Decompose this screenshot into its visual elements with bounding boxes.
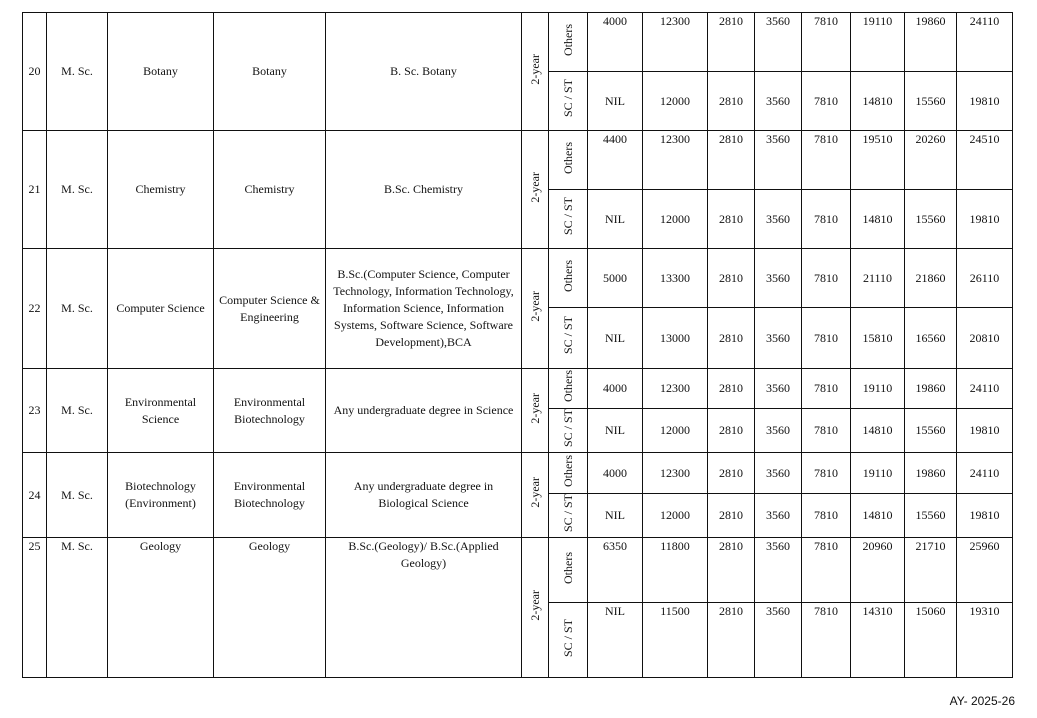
- fee-value: 2810: [708, 453, 755, 494]
- fee-value: 19810: [957, 494, 1013, 538]
- duration-label: 2-year: [527, 290, 542, 322]
- fee-value: 7810: [802, 409, 851, 453]
- fee-value: 3560: [755, 603, 802, 678]
- duration-label: 2-year: [527, 53, 542, 85]
- category-label: SC / ST: [560, 618, 575, 657]
- category-label: SC / ST: [560, 79, 575, 118]
- programme-cell: Geology: [108, 538, 214, 678]
- table-row: [23, 131, 1013, 190]
- fee-value: 15810: [851, 308, 905, 369]
- fee-value: 21110: [851, 249, 905, 308]
- fee-value: 12000: [643, 72, 708, 131]
- eligibility-cell: Any undergraduate degree in Biological Science: [326, 453, 522, 538]
- category-cell: [549, 190, 588, 249]
- fee-value: NIL: [588, 494, 643, 538]
- fee-value: 19510: [851, 131, 905, 190]
- degree-cell: M. Sc.: [47, 538, 108, 678]
- fee-value: 7810: [802, 249, 851, 308]
- fee-value: 2810: [708, 308, 755, 369]
- fee-value: 19810: [957, 190, 1013, 249]
- fee-value: 13300: [643, 249, 708, 308]
- category-cell: [549, 13, 588, 72]
- programme-cell: Biotechnology (Environment): [108, 453, 214, 538]
- fee-table: [22, 12, 1013, 678]
- serial-number: 21: [23, 131, 47, 249]
- fee-value: 12300: [643, 13, 708, 72]
- duration-cell: [522, 13, 549, 131]
- fee-value: 7810: [802, 72, 851, 131]
- fee-value: 3560: [755, 409, 802, 453]
- fee-value: 4000: [588, 13, 643, 72]
- fee-value: 12000: [643, 190, 708, 249]
- degree-cell: M. Sc.: [47, 249, 108, 369]
- degree-cell: M. Sc.: [47, 131, 108, 249]
- fee-value: 3560: [755, 494, 802, 538]
- degree-cell: M. Sc.: [47, 453, 108, 538]
- fee-value: 3560: [755, 453, 802, 494]
- serial-number: 24: [23, 453, 47, 538]
- fee-value: 14810: [851, 72, 905, 131]
- fee-value: 26110: [957, 249, 1013, 308]
- fee-value: 3560: [755, 249, 802, 308]
- category-cell: [549, 131, 588, 190]
- fee-value: 11800: [643, 538, 708, 603]
- department-cell: Botany: [214, 13, 326, 131]
- programme-cell: Botany: [108, 13, 214, 131]
- category-label: SC / ST: [560, 197, 575, 236]
- fee-value: 2810: [708, 538, 755, 603]
- fee-value: 2810: [708, 190, 755, 249]
- table-row: [23, 13, 1013, 72]
- fee-value: 20810: [957, 308, 1013, 369]
- fee-value: 7810: [802, 131, 851, 190]
- fee-value: 3560: [755, 538, 802, 603]
- category-cell: [549, 308, 588, 369]
- fee-value: 14810: [851, 190, 905, 249]
- department-cell: Chemistry: [214, 131, 326, 249]
- duration-label: 2-year: [527, 171, 542, 203]
- fee-value: 7810: [802, 538, 851, 603]
- fee-value: NIL: [588, 190, 643, 249]
- fee-value: 15560: [905, 494, 957, 538]
- fee-value: 7810: [802, 13, 851, 72]
- fee-value: 12000: [643, 409, 708, 453]
- eligibility-cell: Any undergraduate degree in Science: [326, 369, 522, 453]
- category-label: Others: [560, 259, 575, 292]
- duration-cell: [522, 538, 549, 678]
- department-cell: Environmental Biotechnology: [214, 369, 326, 453]
- fee-value: 14810: [851, 494, 905, 538]
- eligibility-cell: B.Sc. Chemistry: [326, 131, 522, 249]
- fee-value: 2810: [708, 409, 755, 453]
- category-label: SC / ST: [560, 316, 575, 355]
- fee-value: 24510: [957, 131, 1013, 190]
- fee-value: 12000: [643, 494, 708, 538]
- fee-value: 2810: [708, 131, 755, 190]
- category-label: Others: [560, 141, 575, 174]
- fee-value: 2810: [708, 13, 755, 72]
- category-label: Others: [560, 454, 575, 487]
- duration-cell: [522, 131, 549, 249]
- fee-value: 2810: [708, 369, 755, 409]
- fee-value: 15560: [905, 72, 957, 131]
- duration-label: 2-year: [527, 589, 542, 621]
- fee-value: 25960: [957, 538, 1013, 603]
- category-cell: [549, 249, 588, 308]
- table-row: [23, 249, 1013, 308]
- fee-value: 19860: [905, 453, 957, 494]
- fee-value: 24110: [957, 13, 1013, 72]
- fee-value: 12300: [643, 453, 708, 494]
- fee-value: 2810: [708, 603, 755, 678]
- fee-value: 7810: [802, 369, 851, 409]
- fee-value: 11500: [643, 603, 708, 678]
- fee-value: 19860: [905, 369, 957, 409]
- fee-value: 14310: [851, 603, 905, 678]
- fee-value: 20960: [851, 538, 905, 603]
- fee-value: 12300: [643, 369, 708, 409]
- fee-value: 3560: [755, 72, 802, 131]
- fee-value: 2810: [708, 494, 755, 538]
- fee-value: 2810: [708, 72, 755, 131]
- fee-value: 4400: [588, 131, 643, 190]
- fee-value: 19810: [957, 409, 1013, 453]
- category-label: Others: [560, 551, 575, 584]
- eligibility-cell: B.Sc.(Geology)/ B.Sc.(Applied Geology): [326, 538, 522, 678]
- fee-value: 24110: [957, 453, 1013, 494]
- eligibility-cell: B.Sc.(Computer Science, Computer Technology, Information Technology, Information Science, Information Systems, Software Science, Software Development),BCA: [326, 249, 522, 369]
- fee-value: 12300: [643, 131, 708, 190]
- department-cell: Environmental Biotechnology: [214, 453, 326, 538]
- degree-cell: M. Sc.: [47, 13, 108, 131]
- fee-value: 7810: [802, 494, 851, 538]
- duration-label: 2-year: [527, 477, 542, 508]
- fee-value: NIL: [588, 308, 643, 369]
- fee-value: 3560: [755, 308, 802, 369]
- serial-number: 22: [23, 249, 47, 369]
- serial-number: 20: [23, 13, 47, 131]
- fee-value: NIL: [588, 603, 643, 678]
- fee-value: 7810: [802, 453, 851, 494]
- fee-value: 13000: [643, 308, 708, 369]
- fee-value: 21860: [905, 249, 957, 308]
- academic-year-footer: AY- 2025-26: [949, 694, 1015, 708]
- category-label: SC / ST: [560, 409, 575, 448]
- category-label: SC / ST: [560, 494, 575, 533]
- fee-value: 7810: [802, 308, 851, 369]
- fee-value: 5000: [588, 249, 643, 308]
- category-cell: [549, 72, 588, 131]
- fee-value: 6350: [588, 538, 643, 603]
- fee-value: 14810: [851, 409, 905, 453]
- fee-value: 15560: [905, 190, 957, 249]
- eligibility-cell: B. Sc. Botany: [326, 13, 522, 131]
- fee-value: 19110: [851, 13, 905, 72]
- serial-number: 23: [23, 369, 47, 453]
- fee-value: 19860: [905, 13, 957, 72]
- fee-value: 20260: [905, 131, 957, 190]
- fee-value: 19110: [851, 453, 905, 494]
- programme-cell: Environmental Science: [108, 369, 214, 453]
- category-cell: [549, 453, 588, 494]
- programme-cell: Chemistry: [108, 131, 214, 249]
- duration-cell: [522, 369, 549, 453]
- category-label: Others: [560, 370, 575, 402]
- fee-value: 21710: [905, 538, 957, 603]
- fee-value: 4000: [588, 453, 643, 494]
- fee-value: 3560: [755, 13, 802, 72]
- department-cell: Computer Science & Engineering: [214, 249, 326, 369]
- duration-label: 2-year: [527, 392, 542, 424]
- fee-value: 24110: [957, 369, 1013, 409]
- category-label: Others: [560, 23, 575, 56]
- duration-cell: [522, 249, 549, 369]
- category-cell: [549, 369, 588, 409]
- fee-value: NIL: [588, 409, 643, 453]
- fee-value: 3560: [755, 190, 802, 249]
- table-row: [23, 538, 1013, 603]
- category-cell: [549, 409, 588, 453]
- degree-cell: M. Sc.: [47, 369, 108, 453]
- fee-value: 3560: [755, 369, 802, 409]
- fee-value: 16560: [905, 308, 957, 369]
- fee-value: NIL: [588, 72, 643, 131]
- fee-value: 4000: [588, 369, 643, 409]
- department-cell: Geology: [214, 538, 326, 678]
- fee-value: 15560: [905, 409, 957, 453]
- category-cell: [549, 603, 588, 678]
- category-cell: [549, 538, 588, 603]
- table-row: [23, 369, 1013, 409]
- fee-value: 19110: [851, 369, 905, 409]
- fee-value: 19810: [957, 72, 1013, 131]
- programme-cell: Computer Science: [108, 249, 214, 369]
- category-cell: [549, 494, 588, 538]
- fee-value: 3560: [755, 131, 802, 190]
- fee-value: 7810: [802, 190, 851, 249]
- fee-value: 19310: [957, 603, 1013, 678]
- fee-value: 7810: [802, 603, 851, 678]
- fee-value: 2810: [708, 249, 755, 308]
- duration-cell: [522, 453, 549, 538]
- table-row: [23, 453, 1013, 494]
- serial-number: 25: [23, 538, 47, 678]
- fee-value: 15060: [905, 603, 957, 678]
